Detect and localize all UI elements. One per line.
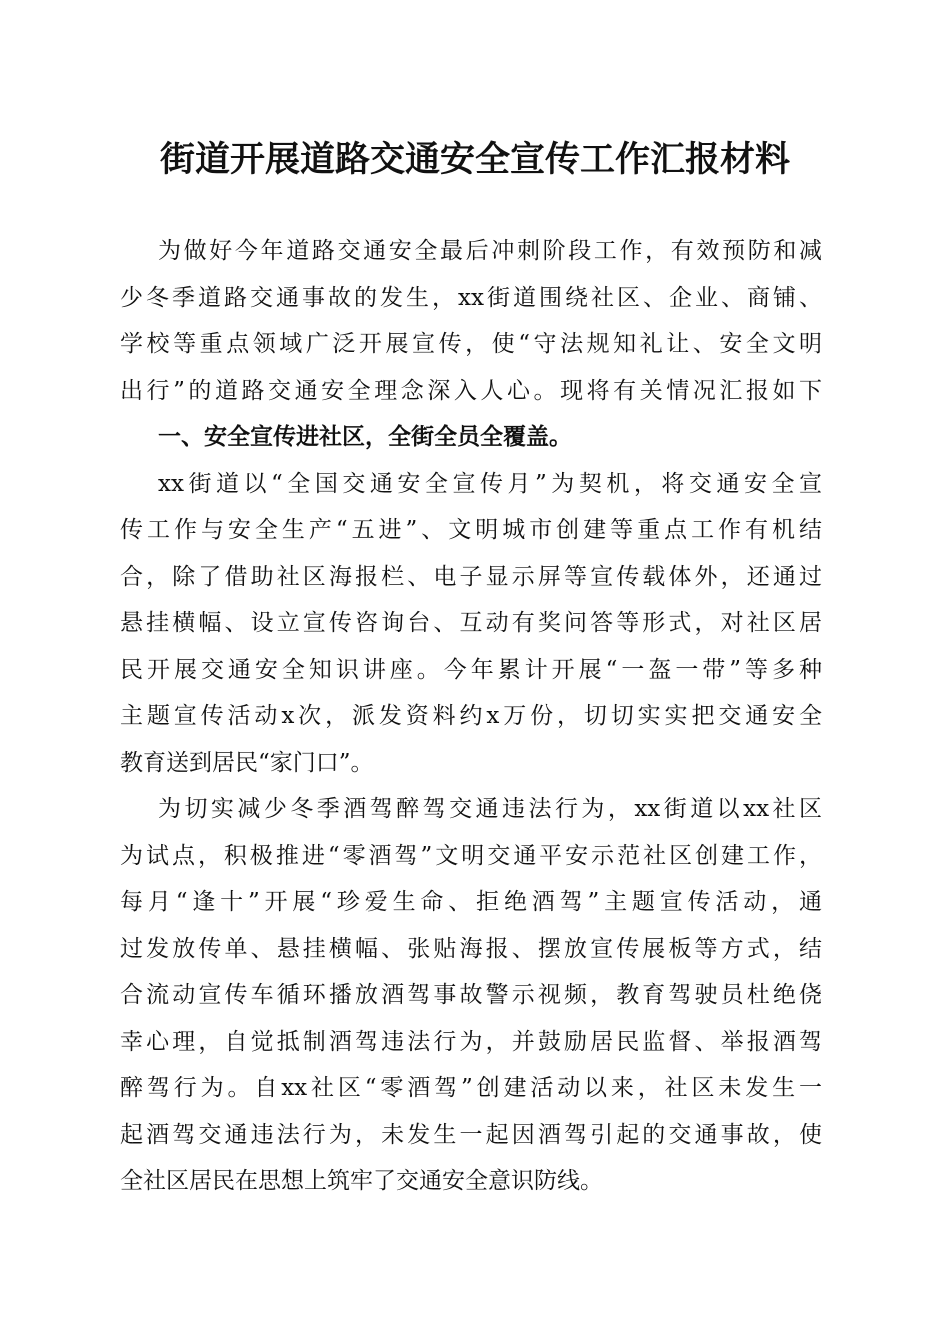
text-line: 醉驾行为。自xx社区“零酒驾”创建活动以来，社区未发生一 bbox=[120, 1075, 822, 1101]
section-heading bbox=[120, 414, 822, 461]
text-line: 主题宣传活动x次，派发资料约x万份，切切实实把交通安全 bbox=[120, 703, 822, 729]
text-line: 学校等重点领域广泛开展宣传，使“守法规知礼让、安全文明 bbox=[120, 331, 822, 357]
text-line: 传工作与安全生产“五进”、文明城市创建等重点工作有机结 bbox=[120, 517, 822, 543]
paragraph-community-campaign bbox=[120, 461, 822, 787]
paragraph-drunk-driving bbox=[120, 786, 822, 1205]
document-title: 街道开展道路交通安全宣传工作汇报材料 bbox=[159, 139, 790, 180]
text-line: 少冬季道路交通事故的发生，xx街道围绕社区、企业、商铺、 bbox=[120, 284, 822, 311]
text-line: xx街道以“全国交通安全宣传月”为契机，将交通安全宣 bbox=[158, 470, 822, 497]
text-line: 教育送到居民“家门口”。 bbox=[120, 749, 374, 776]
text-line: 过发放传单、悬挂横幅、张贴海报、摆放宣传展板等方式，结 bbox=[120, 935, 822, 962]
text-line: 每月“逢十”开展“珍爱生命、拒绝酒驾”主题宣传活动，通 bbox=[120, 889, 822, 915]
paragraph-intro bbox=[120, 228, 822, 414]
text-line: 合流动宣传车循环播放酒驾事故警示视频，教育驾驶员杜绝侥 bbox=[120, 982, 822, 1008]
text-line: 民开展交通安全知识讲座。今年累计开展“一盔一带”等多种 bbox=[120, 656, 822, 683]
section-heading-text: 一、安全宣传进社区，全街全员全覆盖。 bbox=[158, 424, 572, 450]
text-line: 为试点，积极推进“零酒驾”文明交通平安示范社区创建工作， bbox=[120, 842, 822, 869]
text-line: 幸心理，自觉抵制酒驾违法行为，并鼓励居民监督、举报酒驾 bbox=[120, 1028, 822, 1055]
text-line: 为做好今年道路交通安全最后冲刺阶段工作，有效预防和减 bbox=[158, 238, 822, 264]
document-body bbox=[120, 228, 822, 1205]
text-line: 悬挂横幅、设立宣传咨询台、互动有奖问答等形式，对社区居 bbox=[120, 610, 822, 636]
text-line: 起酒驾交通违法行为，未发生一起因酒驾引起的交通事故，使 bbox=[120, 1121, 822, 1148]
text-line: 合，除了借助社区海报栏、电子显示屏等宣传载体外，还通过 bbox=[120, 563, 822, 590]
text-line: 全社区居民在思想上筑牢了交通安全意识防线。 bbox=[120, 1168, 603, 1194]
text-line: 为切实减少冬季酒驾醉驾交通违法行为，xx街道以xx社区 bbox=[158, 796, 822, 822]
text-line: 出行”的道路交通安全理念深入人心。现将有关情况汇报如下 bbox=[120, 377, 822, 404]
